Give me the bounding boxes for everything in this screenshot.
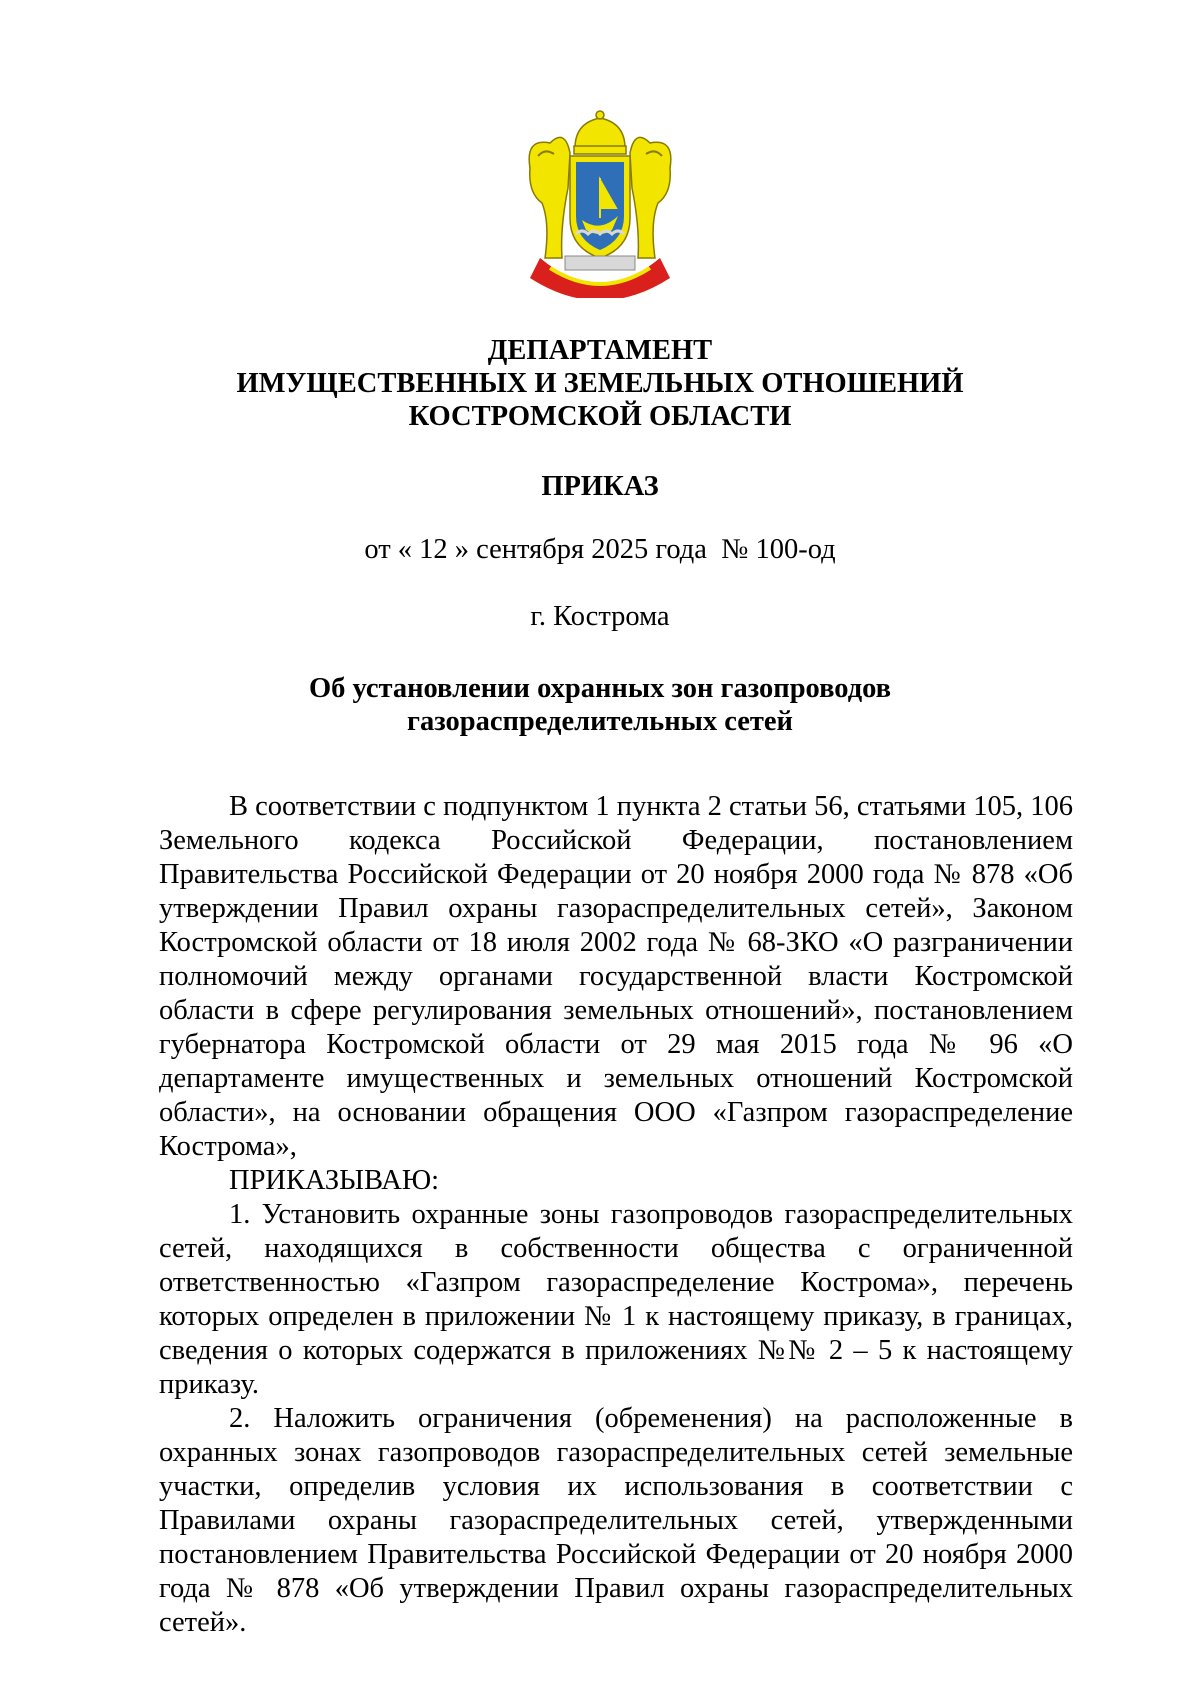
kostroma-coat-of-arms-icon (520, 108, 680, 298)
order-city: г. Кострома (530, 601, 670, 632)
item-2-paragraph: 2. Наложить ограничения (обременения) на расположенные в охранных зонах газопроводов газораспределительных сетей земельные участки, определив условия их использования в соответствии с Правилами охраны газораспределительных сетей, утвержденными постановлением Правительства Российской Федерации от 20 ноября 2000 года № 878 «Об утверждении Правил охраны газораспределительных сетей». (159, 1403, 1073, 1638)
order-body (159, 790, 1073, 1640)
order-subject-line1: Об установлении охранных зон газопроводов (308, 673, 892, 704)
directive-paragraph: ПРИКАЗЫВАЮ: (229, 1165, 440, 1196)
department-title-line1: ДЕПАРТАМЕНТ (487, 335, 713, 366)
order-title: ПРИКАЗ (541, 471, 659, 502)
order-date-number: от « 12 » сентября 2025 года № 100-од (364, 534, 836, 565)
department-title-line3: КОСТРОМСКОЙ ОБЛАСТИ (408, 401, 792, 432)
item-1-paragraph: 1. Установить охранные зоны газопроводов газораспределительных сетей, находящихся в собственности общества с ограниченной ответственностью «Газпром газораспределение Кострома», перечень которых определен в приложении № 1 к настоящему приказу, в границах, сведения о которых содержатся в приложениях №№ 2 – 5 к настоящему приказу. (159, 1199, 1073, 1400)
preamble-paragraph: В соответствии с подпунктом 1 пункта 2 статьи 56, статьями 105, 106 Земельного кодекса Российской Федерации, постановлением Правительства Российской Федерации от 20 ноября 2000 года № 878 «Об утверждении Правил охраны газораспределительных сетей», Законом Костромской области от 18 июля 2002 года № 68-ЗКО «О разграничении полномочий между органами государственной власти Костромской области в сфере регулирования земельных отношений», постановлением губернатора Костромской области от 29 мая 2015 года № 96 «О департаменте имущественных и земельных отношений Костромской области», на основании обращения ООО «Газпром газораспределение Кострома», (159, 791, 1074, 1162)
order-subject-line2: газораспределительных сетей (407, 706, 793, 737)
department-title-line2: ИМУЩЕСТВЕННЫХ И ЗЕМЕЛЬНЫХ ОТНОШЕНИЙ (236, 368, 964, 399)
